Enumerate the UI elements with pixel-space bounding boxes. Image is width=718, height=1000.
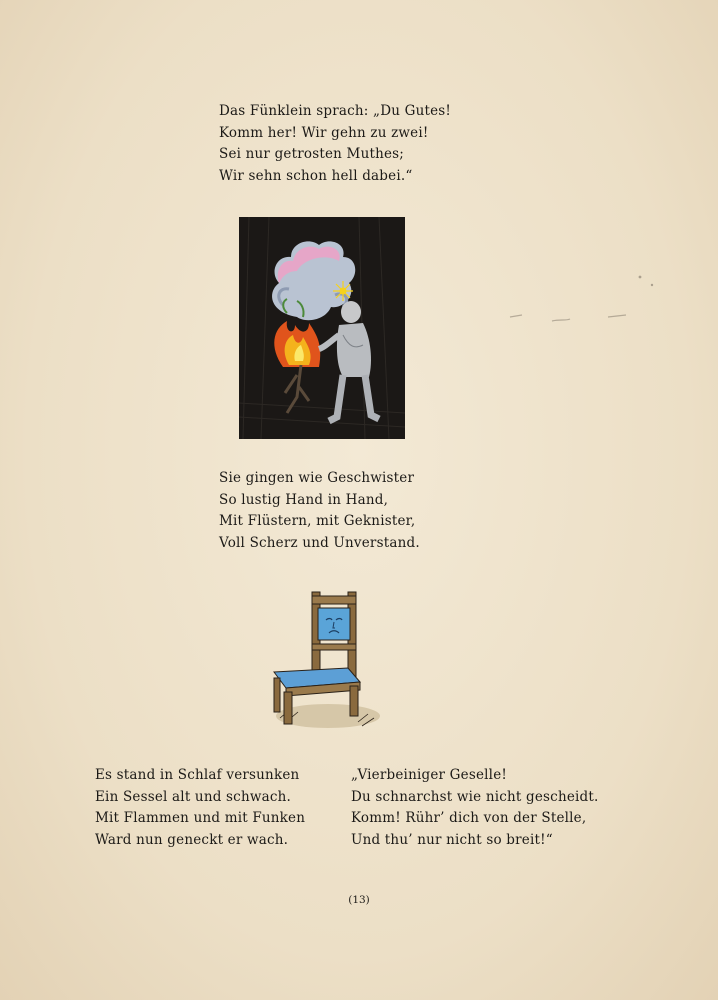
fire-and-boy-illustration [239,217,405,439]
verse-line: So lustig Hand in Hand, [219,491,389,508]
verse-line: Mit Flammen und mit Funken [95,810,306,826]
verse-line: Es stand in Schlaf versunken [95,767,300,783]
verse-line: Du schnarchst wie nicht gescheidt. [351,788,599,805]
verse-line: Voll Scherz und Unverstand. [219,534,420,551]
paper-smudge [500,255,670,335]
stanza-1 [219,101,451,187]
verse-line: Ein Sessel alt und schwach. [95,788,291,805]
verse-line: Sei nur getrosten Muthes; [219,146,405,162]
verse-line: Wir sehn schon hell dabei.“ [219,167,413,184]
verse-line: Und thu’ nur nicht so breit!“ [351,831,553,848]
page-number: (13) [348,894,370,906]
verse-line: „Vierbeiniger Geselle! [351,767,508,783]
verse-line: Komm her! Wir gehn zu zwei! [219,124,429,141]
verse-line: Das Fünklein sprach: „Du Gutes! [219,103,452,119]
stanza-4 [351,765,599,851]
verse-line: Ward nun geneckt er wach. [95,831,289,848]
stanza-2 [219,468,420,554]
verse-line: Sie gingen wie Geschwister [219,470,415,486]
sleeping-chair-illustration [262,588,382,736]
stanza-3 [95,765,305,851]
verse-line: Mit Flüstern, mit Geknister, [219,513,416,529]
verse-line: Komm! Rühr’ dich von der Stelle, [351,810,587,826]
